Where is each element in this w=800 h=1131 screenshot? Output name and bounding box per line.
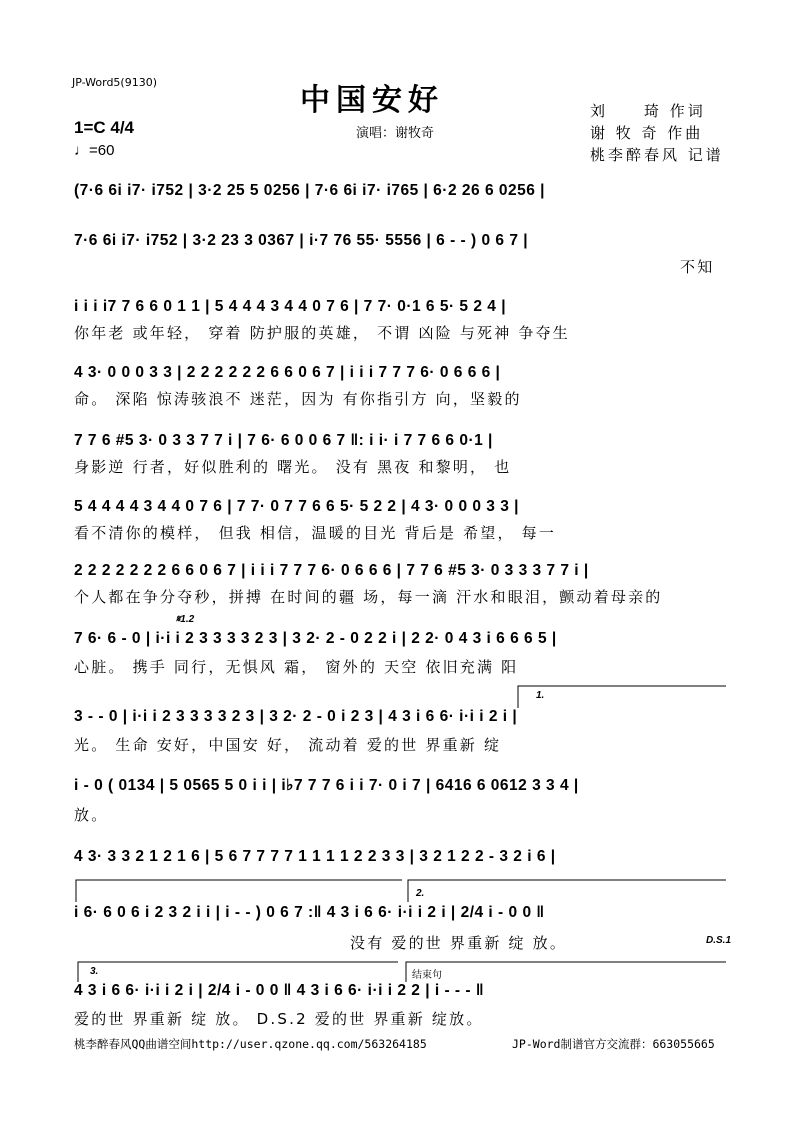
notation-row: 4 3· 0 0 0 3 3 | 2 2 2 2 2 2 6 6 0 6 7 | i i i 7 7 7 6· 0 6 6 6 |	[74, 364, 501, 381]
song-title: 中国安好	[300, 83, 444, 118]
lyric-row: 命。 深陷 惊涛骇浪不 迷茫，因为 有你指引方 向，坚毅的	[74, 390, 522, 408]
notation-row: 7 6· 6 - 0 | i·i i 2 3 3 3 3 2 3 | 3 2· 2 - 0 2 2 i | 2 2· 0 4 3 i 6 6 6 5 |	[74, 630, 557, 647]
transcriber-credit: 桃李醉春风 记谱	[590, 146, 724, 164]
lyric-row: 光。 生命 安好，中国安 好， 流动着 爱的世 界重新 绽	[74, 736, 502, 754]
software-label: JP-Word5(9130)	[72, 76, 158, 89]
key-signature: 1=C 4/4	[74, 118, 135, 137]
notation-row: 5 4 4 4 4 3 4 4 0 7 6 | 7 7· 0 7 7 6 6 5· 5 2 2 | 4 3· 0 0 0 3 3 |	[74, 498, 519, 515]
lyric-row: 不知	[680, 258, 715, 276]
segno-mark: 𝄋1.2	[176, 614, 195, 625]
composer-credit: 谢 牧 奇 作曲	[590, 124, 704, 142]
lyric-row: 看不清你的模样， 但我 相信，温暖的目光 背后是 希望， 每一	[74, 524, 557, 542]
footer-right: JP-Word制谱官方交流群：663055665	[512, 1037, 715, 1051]
notation-row: 4 3· 3 3 2 1 2 1 6 | 5 6 7 7 7 7 1 1 1 1 2 2 3 3 | 3 2 1 2 2 - 3 2 i 6 |	[74, 848, 556, 865]
lyric-row: 个人都在争分夺秒，拼搏 在时间的疆 场，每一滴 汗水和眼泪，颤动着母亲的	[74, 588, 663, 606]
singer-credit: 演唱：谢牧奇	[356, 126, 435, 141]
notation-row: 7 7 6 #5 3· 0 3 3 7 7 i | 7 6· 6 0 0 6 7 ‖: i i· i 7 7 6 6 0·1 |	[74, 432, 493, 449]
ending-label: 结束句	[412, 970, 442, 981]
lyric-row: 你年老 或年轻， 穿着 防护服的英雄， 不谓 凶险 与死神 争夺生	[74, 324, 570, 342]
lyric-row: 没有 爱的世 界重新 绽 放。	[350, 934, 568, 952]
notation-row: 3 - - 0 | i·i i 2 3 3 3 3 2 3 | 3 2· 2 - 0 i 2 3 | 4 3 i 6 6· i·i i 2 i |	[74, 708, 518, 725]
volta-2-label: 2.	[416, 888, 425, 899]
notation-row: i i i i7 7 6 6 0 1 1 | 5 4 4 4 3 4 4 0 7 6 | 7 7· 0·1 6 5· 5 2 4 |	[74, 298, 507, 315]
lyric-row: 爱的世 界重新 绽 放。 D.S.2 爱的世 界重新 绽放。	[74, 1010, 484, 1028]
lyric-row: 心脏。 携手 同行，无惧风 霜， 窗外的 天空 依旧充满 阳	[74, 658, 519, 676]
footer-left: 桃李醉春风QQ曲谱空间http://user.qzone.qq.com/563264185	[74, 1037, 427, 1051]
notation-row: 2 2 2 2 2 2 2 6 6 0 6 7 | i i i 7 7 7 6· 0 6 6 6 | 7 7 6 #5 3· 0 3 3 3 7 7 i |	[74, 562, 589, 579]
notation-row: i - 0 ( 0134 | 5 0565 5 0 i i | i♭7 7 7 6 i i 7· 0 i 7 | 6416 6 0612 3 3 4 |	[74, 777, 579, 794]
notation-row: 4 3 i 6 6· i·i i 2 i | 2/4 i - 0 0 ‖ 4 3 i 6 6· i·i i 2 2 | i - - - ‖	[74, 982, 485, 999]
notation-row: i 6· 6 0 6 i 2 3 2 i i | i - - ) 0 6 7 :‖ 4 3 i 6 6· i·i i 2 i | 2/4 i - 0 0 ‖	[74, 904, 545, 921]
volta-3-label: 3.	[90, 966, 99, 977]
ds1-mark: D.S.1	[706, 935, 732, 946]
lyric-row: 放。	[74, 806, 109, 824]
lyricist-credit: 刘 琦 作词	[590, 102, 706, 120]
lyric-row: 身影逆 行者，好似胜利的 曙光。 没有 黑夜 和黎明， 也	[74, 458, 512, 476]
tempo-mark: ♩=60	[74, 142, 115, 159]
notation-row: 7·6 6i i7· i752 | 3·2 23 3 0367 | i·7 76 55· 5556 | 6 - - ) 0 6 7 |	[74, 232, 529, 249]
notation-row: (7·6 6i i7· i752 | 3·2 25 5 0256 | 7·6 6i i7· i765 | 6·2 26 6 0256 |	[74, 182, 545, 199]
volta-1-label: 1.	[536, 690, 545, 701]
